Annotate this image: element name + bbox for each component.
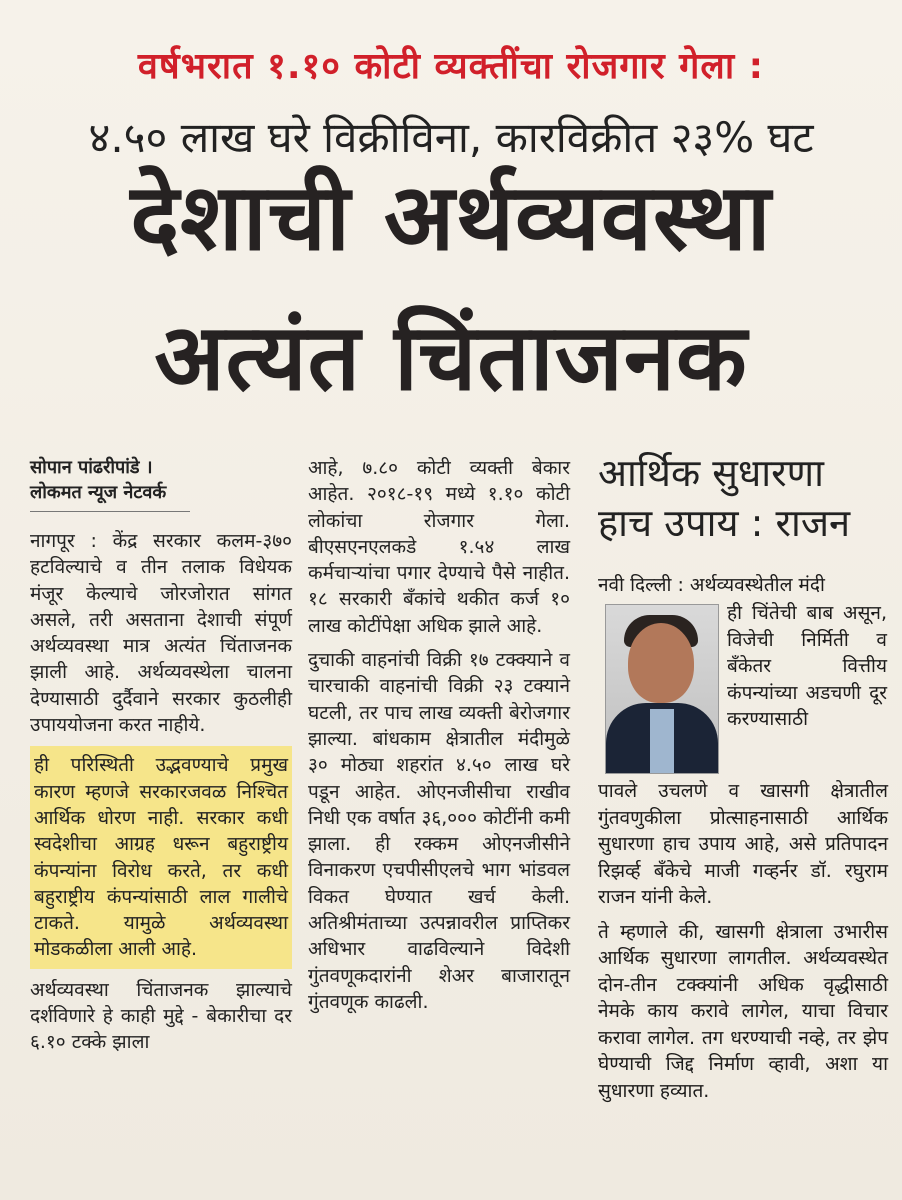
sidebar-paragraph: ते म्हणाले की, खासगी क्षेत्राला उभारीस आर्थिक सुधारणा लागतील. अर्थव्यवस्थेत दोन-तीन टक्क्यांनी अधिक वृद्धीसाठी नेमके काय करावे लागेल, याचा विचार करावा लागेल. तग धरण्याची नव्हे, तर झेप घेण्याची जिद्द निर्माण व्हावी, अशा या सुधारणा हव्यात.	[598, 920, 888, 1102]
rajan-photo	[605, 604, 719, 774]
sidebar-title	[598, 448, 888, 548]
article-paragraph: आहे, ७.८० कोटी व्यक्ती बेकार आहेत. २०१८-१९ मध्ये १.१० कोटी लोकांचा रोजगार गेला. बीएसएनएलकडे १.५४ लाख कर्मचाऱ्यांचा पगार देण्याचे पैसे नाहीत. १८ सरकारी बँकांचे थकीत कर्ज १० लाख कोटींपेक्षा अधिक झाले आहे.	[308, 457, 570, 637]
sidebar-dateline: नवी दिल्ली : अर्थव्यवस्थेतील मंदी	[598, 574, 825, 596]
column-2	[308, 455, 570, 1023]
sidebar-wrap-text: ही चिंतेची बाब असून, विजेची निर्मिती व बँकेतर वित्तीय कंपन्यांच्या अडचणी दूर करण्यासाठी	[727, 602, 887, 730]
byline-name: सोपान पांढरीपांडे ।	[30, 457, 153, 478]
column-1	[30, 455, 292, 1064]
sidebar-title-line1: आर्थिक सुधारणा	[598, 451, 824, 495]
sub-headline: ४.५० लाख घरे विक्रीविना, कारविक्रीत २३% घट	[88, 113, 814, 162]
main-headline-line1: देशाची अर्थव्यवस्था	[130, 164, 772, 271]
article-paragraph: दुचाकी वाहनांची विक्री १७ टक्क्याने व चारचाकी वाहनांची विक्री २३ टक्याने घटली, तर पाच लाख व्यक्ती बेरोजगार झाल्या. बांधकाम क्षेत्रातील मंदीमुळे ३० मोठ्या शहरांत ४.५० लाख घरे पडून आहेत. ओएनजीसीचा राखीव निधी एक वर्षात ३६,००० कोटींनी कमी झाला. ही रक्कम ओएनजीसीने विनाकरण एचपीसीएलचे भाग भांडवल विकत घेण्यात खर्च केली. अतिश्रीमंताच्या उत्पन्नावरील प्राप्तिकर अधिभार वाढविल्याने विदेशी गुंतवणूकदारांनी शेअर बाजारातून गुंतवणूक काढली.	[308, 649, 570, 1013]
sidebar-body	[598, 778, 888, 1112]
article-paragraph: नागपूर : केंद्र सरकार कलम-३७० हटविल्याचे व तीन तलाक विधेयक मंजूर केल्याचे जोरजोरात सांगत असले, तरी असताना देशाची संपूर्ण अर्थव्यवस्था मात्र अत्यंत चिंताजनक झाली आहे. अर्थव्यवस्थेला चालना देण्यासाठी दुर्दैवाने सरकार कुठलीही उपाययोजना करत नाहीये.	[30, 530, 292, 737]
article-paragraph: अर्थव्यवस्था चिंताजनक झाल्याचे दर्शविणारे हे काही मुद्दे - बेकारीचा दर ६.१० टक्के झाला	[30, 978, 292, 1054]
kicker-headline: वर्षभरात १.१० कोटी व्यक्तींचा रोजगार गेला :	[137, 46, 765, 87]
byline-rule	[30, 511, 190, 512]
sidebar-story	[598, 448, 888, 560]
photo-shirt	[650, 709, 674, 773]
highlighted-paragraph: ही परिस्थिती उद्भवण्याचे प्रमुख कारण म्हणजे सरकारजवळ निश्चित आर्थिक धोरण नाही. सरकार कधी स्वदेशीचा आग्रह धरून बहुराष्ट्रीय कंपन्यांना विरोध करते, तर कधी बहुराष्ट्रीय कंपन्यांसाठी लाल गालीचे टाकते. यामुळे अर्थव्यवस्था मोडकळीला आली आहे.	[30, 746, 292, 968]
main-headline-line2: अत्यंत चिंताजनक	[154, 304, 748, 411]
photo-face	[628, 623, 694, 703]
sidebar-paragraph: पावले उचलणे व खासगी क्षेत्रातील गुंतवणुकीला प्रोत्साहनासाठी आर्थिक सुधारणा हाच उपाय आहे, असे प्रतिपादन रिझर्व्ह बँकेचे माजी गव्हर्नर डॉ. रघुराम राजन यांनी केले.	[598, 780, 888, 908]
sidebar-title-line2: हाच उपाय : राजन	[598, 501, 851, 545]
byline-agency: लोकमत न्यूज नेटवर्क	[30, 482, 167, 503]
